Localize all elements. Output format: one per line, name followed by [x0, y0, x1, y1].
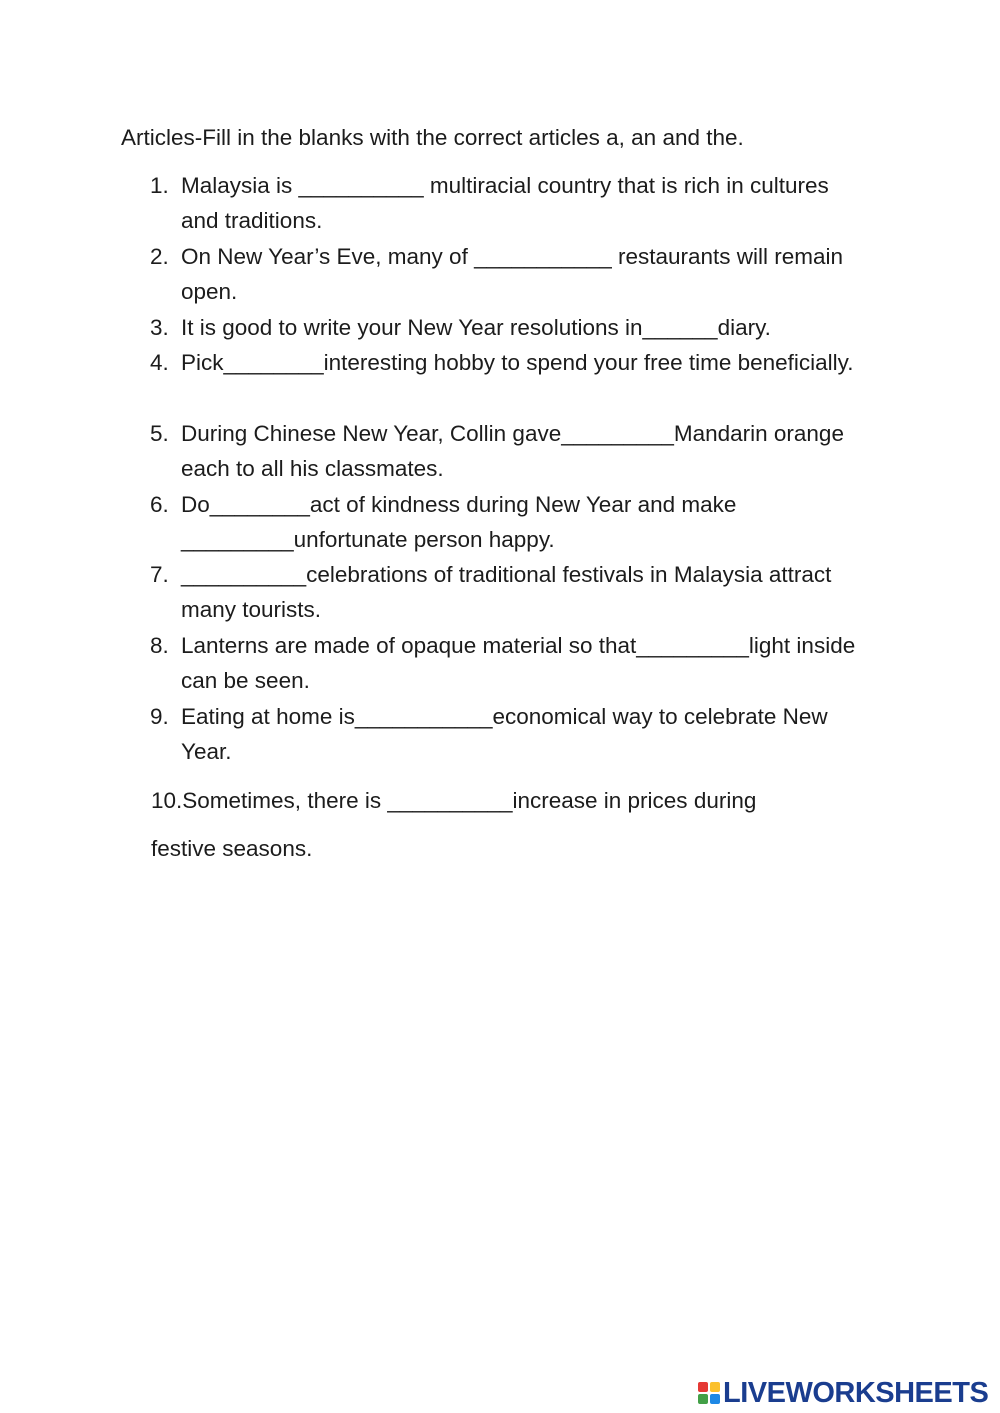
question-text: Do________act of kindness during New Year and make _________unfortunate person happy.: [181, 492, 743, 553]
question-number: 5.: [150, 421, 169, 446]
question-number: 8.: [150, 633, 169, 658]
logo-square-yellow: [710, 1382, 720, 1392]
question-text: On New Year’s Eve, many of ___________ restaurants will remain open.: [181, 244, 850, 305]
liveworksheets-logo: [698, 1377, 988, 1409]
question-number: 7.: [150, 562, 169, 587]
question-7: [150, 557, 870, 628]
question-5: [150, 416, 870, 487]
question-text: Malaysia is __________ multiracial country that is rich in cultures and traditions.: [181, 173, 836, 234]
question-number: 3.: [150, 315, 169, 340]
question-4: [150, 345, 870, 380]
logo-text: LIVEWORKSHEETS: [723, 1377, 989, 1409]
question-2: [150, 239, 870, 310]
question-number: 1.: [150, 173, 169, 198]
question-8: [150, 628, 870, 699]
question-text: It is good to write your New Year resolutions in______diary.: [181, 315, 771, 340]
question-text: Eating at home is___________economical way to celebrate New Year.: [181, 704, 834, 765]
question-number: 2.: [150, 244, 169, 269]
question-text: During Chinese New Year, Collin gave_________Mandarin orange each to all his classmates.: [181, 421, 851, 482]
logo-square-blue: [710, 1394, 720, 1404]
question-text: __________celebrations of traditional festivals in Malaysia attract many tourists.: [181, 562, 838, 623]
logo-mark-icon: [698, 1382, 720, 1404]
question-number: 4.: [150, 350, 169, 375]
question-text: Lanterns are made of opaque material so that_________light inside can be seen.: [181, 633, 862, 694]
question-1: [150, 168, 870, 239]
question-3: [150, 310, 870, 345]
question-9: [150, 699, 870, 770]
question-number: 6.: [150, 492, 169, 517]
question-10-line-1: 10.Sometimes, there is __________increase in prices during: [151, 788, 757, 813]
worksheet-instruction: Articles-Fill in the blanks with the correct articles a, an and the.: [121, 125, 744, 150]
question-text: Pick________interesting hobby to spend your free time beneficially.: [181, 350, 854, 375]
question-number: 9.: [150, 704, 169, 729]
logo-square-green: [698, 1394, 708, 1404]
question-10-line-2: festive seasons.: [151, 836, 313, 861]
question-6: [150, 487, 870, 558]
logo-square-red: [698, 1382, 708, 1392]
